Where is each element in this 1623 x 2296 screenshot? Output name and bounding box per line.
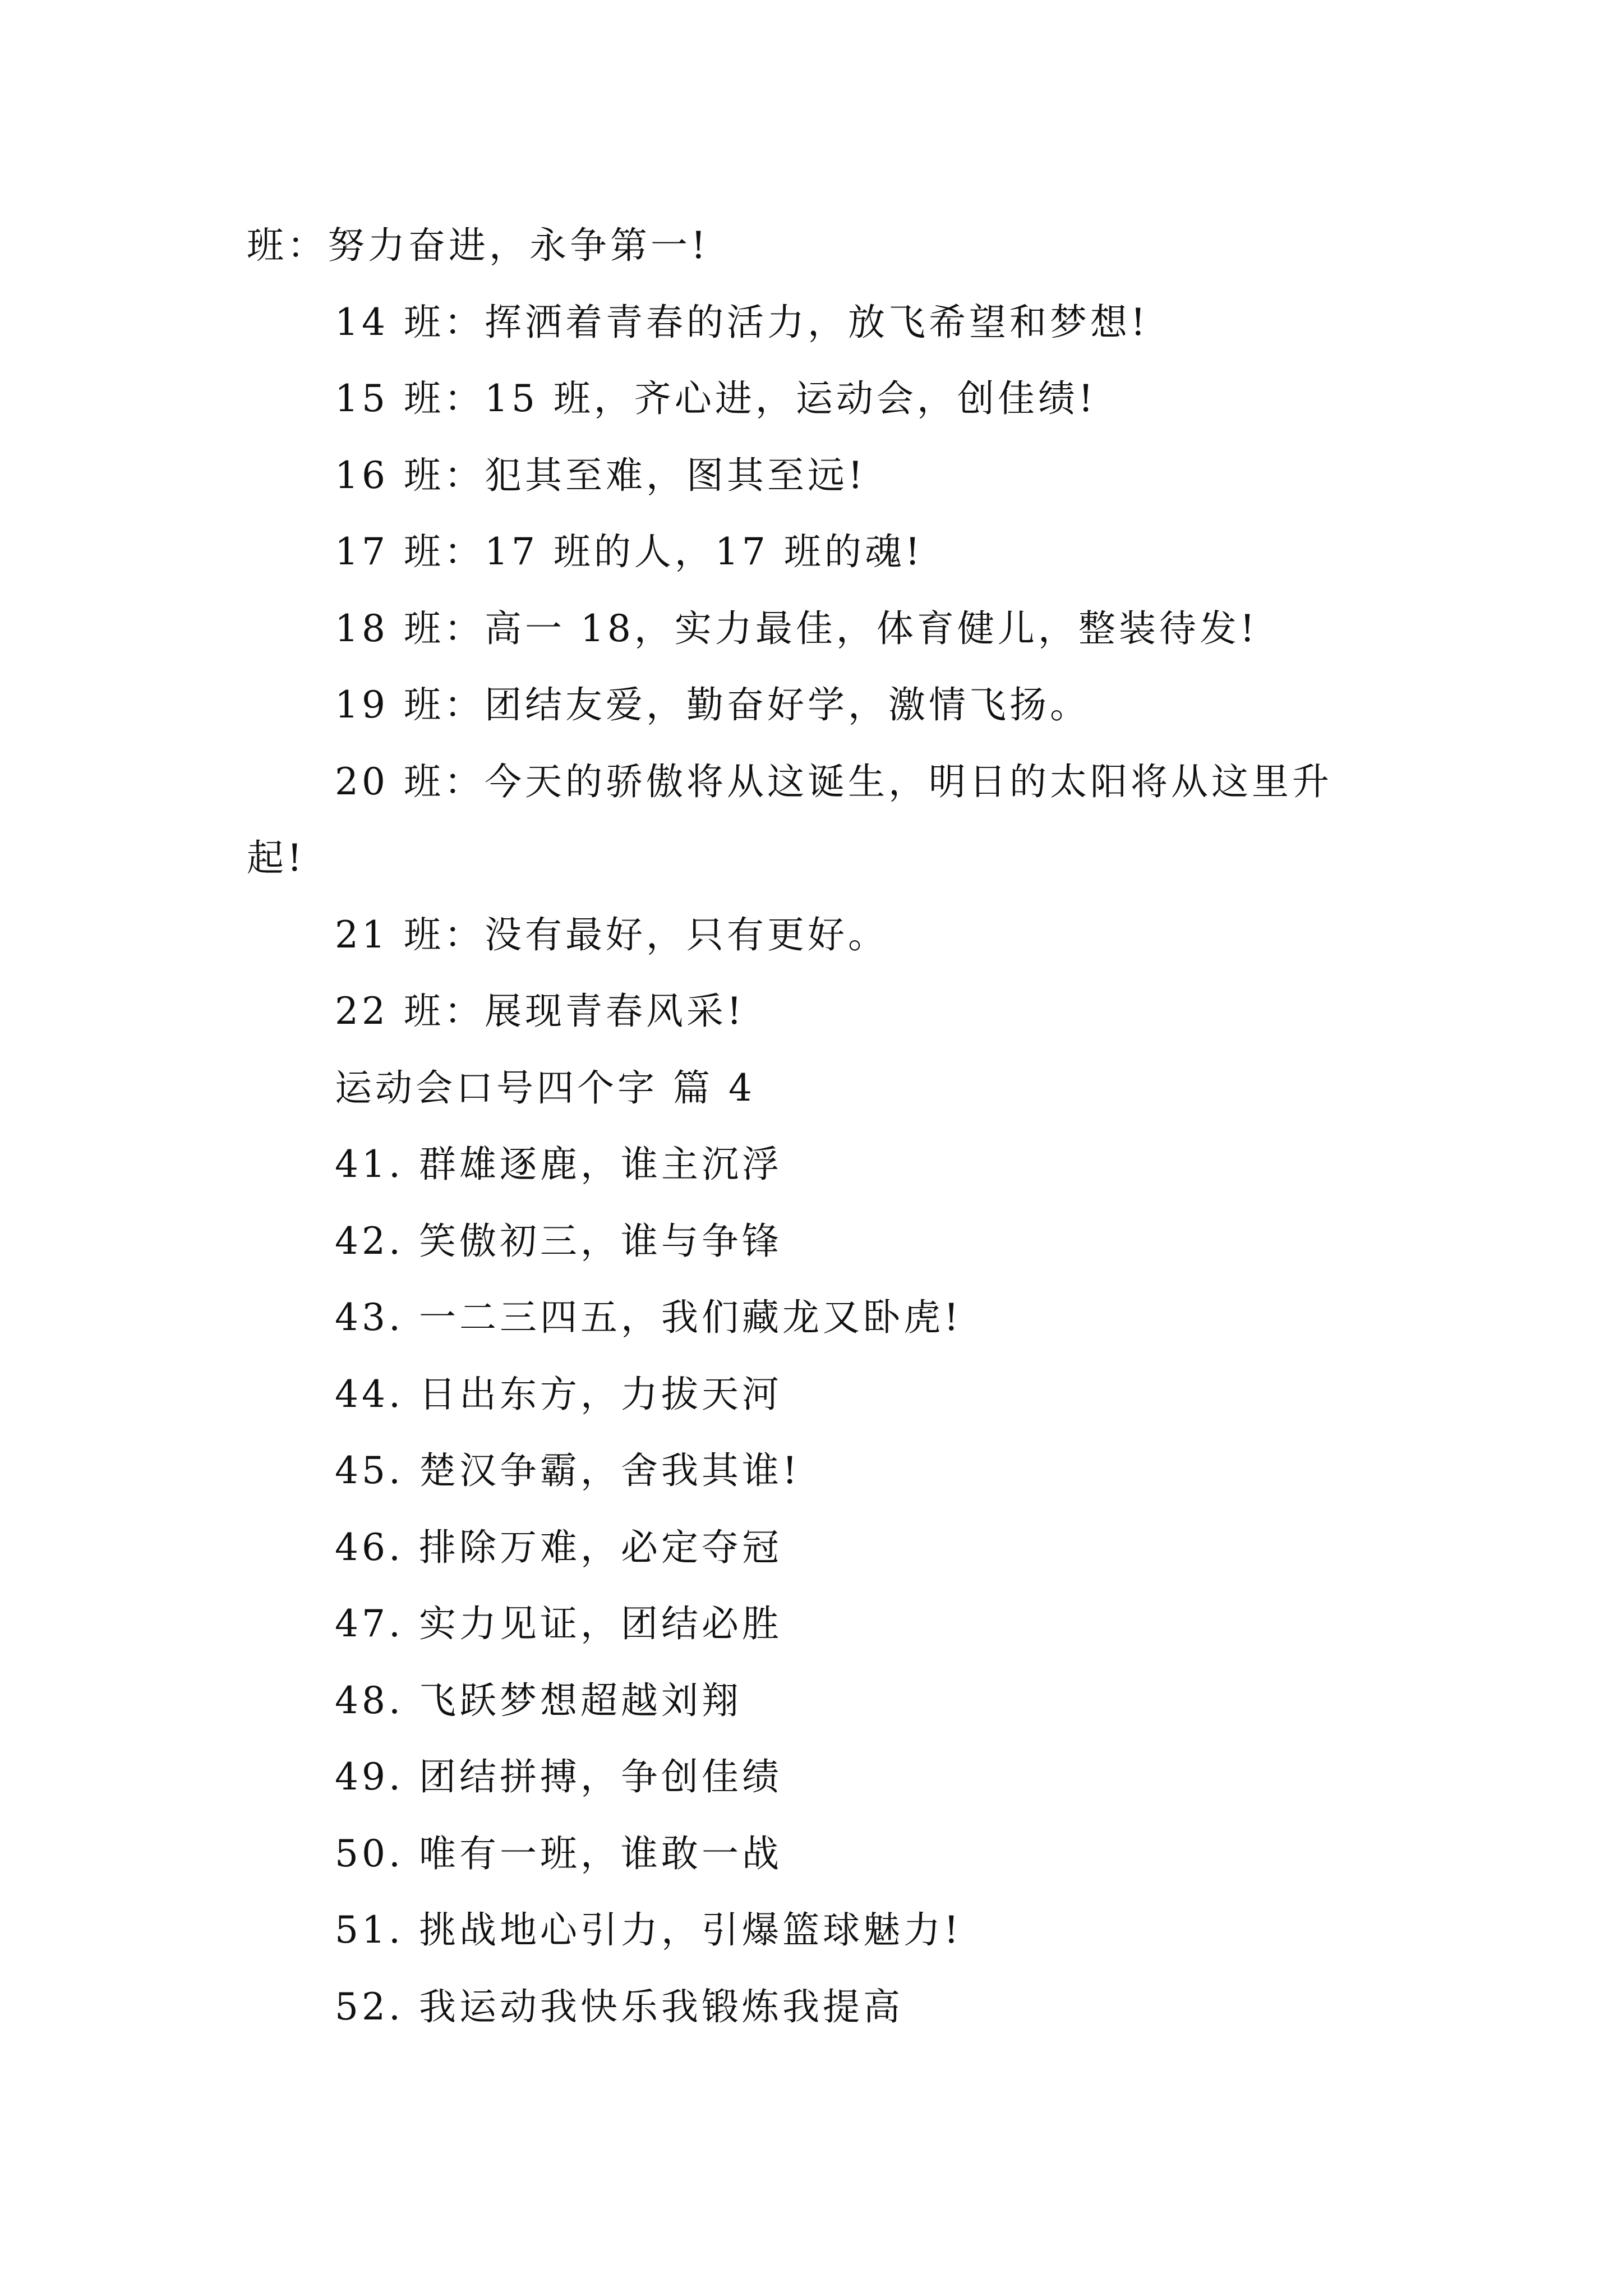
list-item: 51. 挑战地心引力，引爆篮球魅力! bbox=[335, 1908, 962, 1952]
text-line: 16 班：犯其至难，图其至远! bbox=[335, 453, 866, 497]
text-line: 起! bbox=[247, 836, 306, 880]
text-line: 班：努力奋进，永争第一! bbox=[247, 224, 709, 267]
list-item: 48. 飞跃梦想超越刘翔 bbox=[335, 1678, 742, 1722]
list-item: 46. 排除万难，必定夺冠 bbox=[335, 1525, 782, 1569]
list-item: 45. 楚汉争霸，舍我其谁! bbox=[335, 1449, 801, 1492]
list-item: 41. 群雄逐鹿，谁主沉浮 bbox=[335, 1143, 782, 1186]
list-item: 50. 唯有一班，谁敢一战 bbox=[335, 1832, 782, 1875]
list-item: 52. 我运动我快乐我锻炼我提高 bbox=[335, 1985, 903, 2028]
text-line: 18 班：高一 18，实力最佳，体育健儿，整装待发! bbox=[335, 606, 1258, 650]
text-line: 15 班：15 班，齐心进，运动会，创佳绩! bbox=[335, 377, 1097, 420]
list-item: 44. 日出东方，力拔天河 bbox=[335, 1372, 782, 1416]
text-line: 22 班：展现青春风采! bbox=[335, 990, 745, 1033]
text-line: 17 班：17 班的人，17 班的魂! bbox=[335, 530, 924, 573]
list-item: 42. 笑傲初三，谁与争锋 bbox=[335, 1219, 782, 1263]
text-line: 21 班：没有最好，只有更好。 bbox=[335, 913, 888, 956]
list-item: 47. 实力见证，团结必胜 bbox=[335, 1602, 782, 1645]
list-item: 43. 一二三四五，我们藏龙又卧虎! bbox=[335, 1296, 962, 1339]
list-item: 49. 团结拼搏，争创佳绩 bbox=[335, 1755, 782, 1798]
document-body bbox=[247, 208, 1396, 2045]
text-line: 20 班：今天的骄傲将从这诞生，明日的太阳将从这里升 bbox=[335, 760, 1332, 803]
text-line: 19 班：团结友爱，勤奋好学，激情飞扬。 bbox=[335, 683, 1090, 726]
text-line: 14 班：挥洒着青春的活力，放飞希望和梦想! bbox=[335, 300, 1149, 344]
section-heading: 运动会口号四个字 篇 4 bbox=[335, 1066, 755, 1110]
